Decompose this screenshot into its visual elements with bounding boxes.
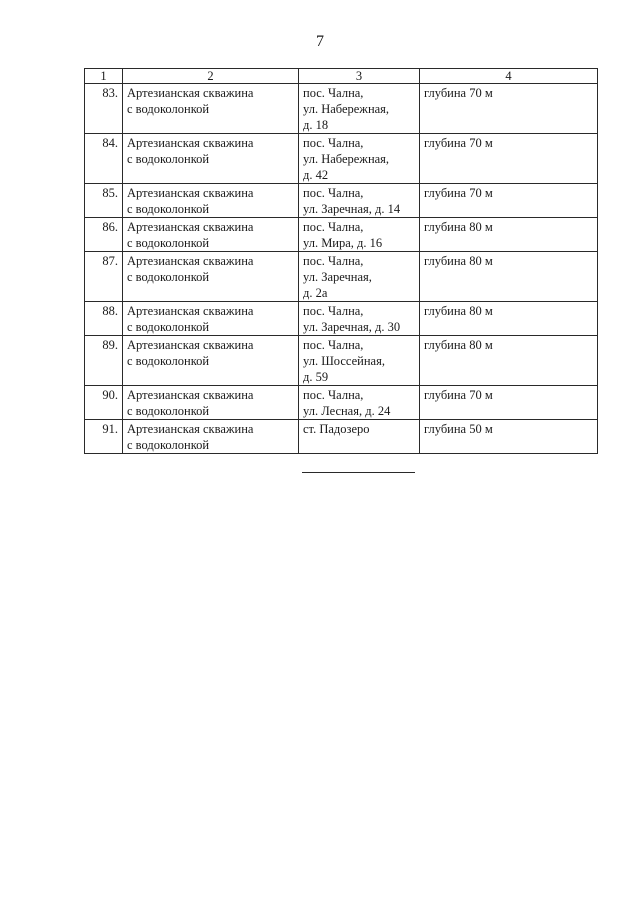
object-address: пос. Чална, ул. Заречная, д. 30 xyxy=(299,302,420,336)
object-name: Артезианская скважина с водоколонкой xyxy=(123,302,299,336)
table-row xyxy=(85,218,598,252)
object-name: Артезианская скважина с водоколонкой xyxy=(123,84,299,134)
wells-table xyxy=(84,68,598,454)
object-name: Артезианская скважина с водоколонкой xyxy=(123,218,299,252)
object-name: Артезианская скважина с водоколонкой xyxy=(123,252,299,302)
column-header-number: 1 xyxy=(85,69,123,84)
object-address: пос. Чална, ул. Заречная, д. 2а xyxy=(299,252,420,302)
table-body xyxy=(85,84,598,454)
column-header-address: 3 xyxy=(299,69,420,84)
row-number: 90. xyxy=(85,386,123,420)
object-address: ст. Падозеро xyxy=(299,420,420,454)
object-depth: глубина 80 м xyxy=(420,252,598,302)
column-header-name: 2 xyxy=(123,69,299,84)
object-depth: глубина 70 м xyxy=(420,386,598,420)
row-number: 86. xyxy=(85,218,123,252)
object-name: Артезианская скважина с водоколонкой xyxy=(123,134,299,184)
row-number: 91. xyxy=(85,420,123,454)
object-address: пос. Чална, ул. Набережная, д. 18 xyxy=(299,84,420,134)
object-depth: глубина 70 м xyxy=(420,184,598,218)
object-address: пос. Чална, ул. Шоссейная, д. 59 xyxy=(299,336,420,386)
row-number: 89. xyxy=(85,336,123,386)
table-row xyxy=(85,134,598,184)
object-depth: глубина 70 м xyxy=(420,84,598,134)
end-of-document-rule xyxy=(302,472,415,473)
object-depth: глубина 80 м xyxy=(420,218,598,252)
row-number: 85. xyxy=(85,184,123,218)
page-number: 7 xyxy=(316,33,324,50)
table-row xyxy=(85,420,598,454)
row-number: 84. xyxy=(85,134,123,184)
object-depth: глубина 70 м xyxy=(420,134,598,184)
table-row xyxy=(85,336,598,386)
table-row xyxy=(85,302,598,336)
object-name: Артезианская скважина с водоколонкой xyxy=(123,336,299,386)
object-name: Артезианская скважина с водоколонкой xyxy=(123,386,299,420)
object-address: пос. Чална, ул. Набережная, д. 42 xyxy=(299,134,420,184)
table-row xyxy=(85,184,598,218)
object-name: Артезианская скважина с водоколонкой xyxy=(123,420,299,454)
object-name: Артезианская скважина с водоколонкой xyxy=(123,184,299,218)
object-address: пос. Чална, ул. Заречная, д. 14 xyxy=(299,184,420,218)
row-number: 87. xyxy=(85,252,123,302)
table-row xyxy=(85,84,598,134)
object-depth: глубина 80 м xyxy=(420,302,598,336)
object-address: пос. Чална, ул. Мира, д. 16 xyxy=(299,218,420,252)
object-address: пос. Чална, ул. Лесная, д. 24 xyxy=(299,386,420,420)
row-number: 88. xyxy=(85,302,123,336)
row-number: 83. xyxy=(85,84,123,134)
table-row xyxy=(85,386,598,420)
column-header-characteristics: 4 xyxy=(420,69,598,84)
table-row xyxy=(85,252,598,302)
table-header xyxy=(85,69,598,84)
header-row xyxy=(85,69,598,84)
object-depth: глубина 80 м xyxy=(420,336,598,386)
object-depth: глубина 50 м xyxy=(420,420,598,454)
